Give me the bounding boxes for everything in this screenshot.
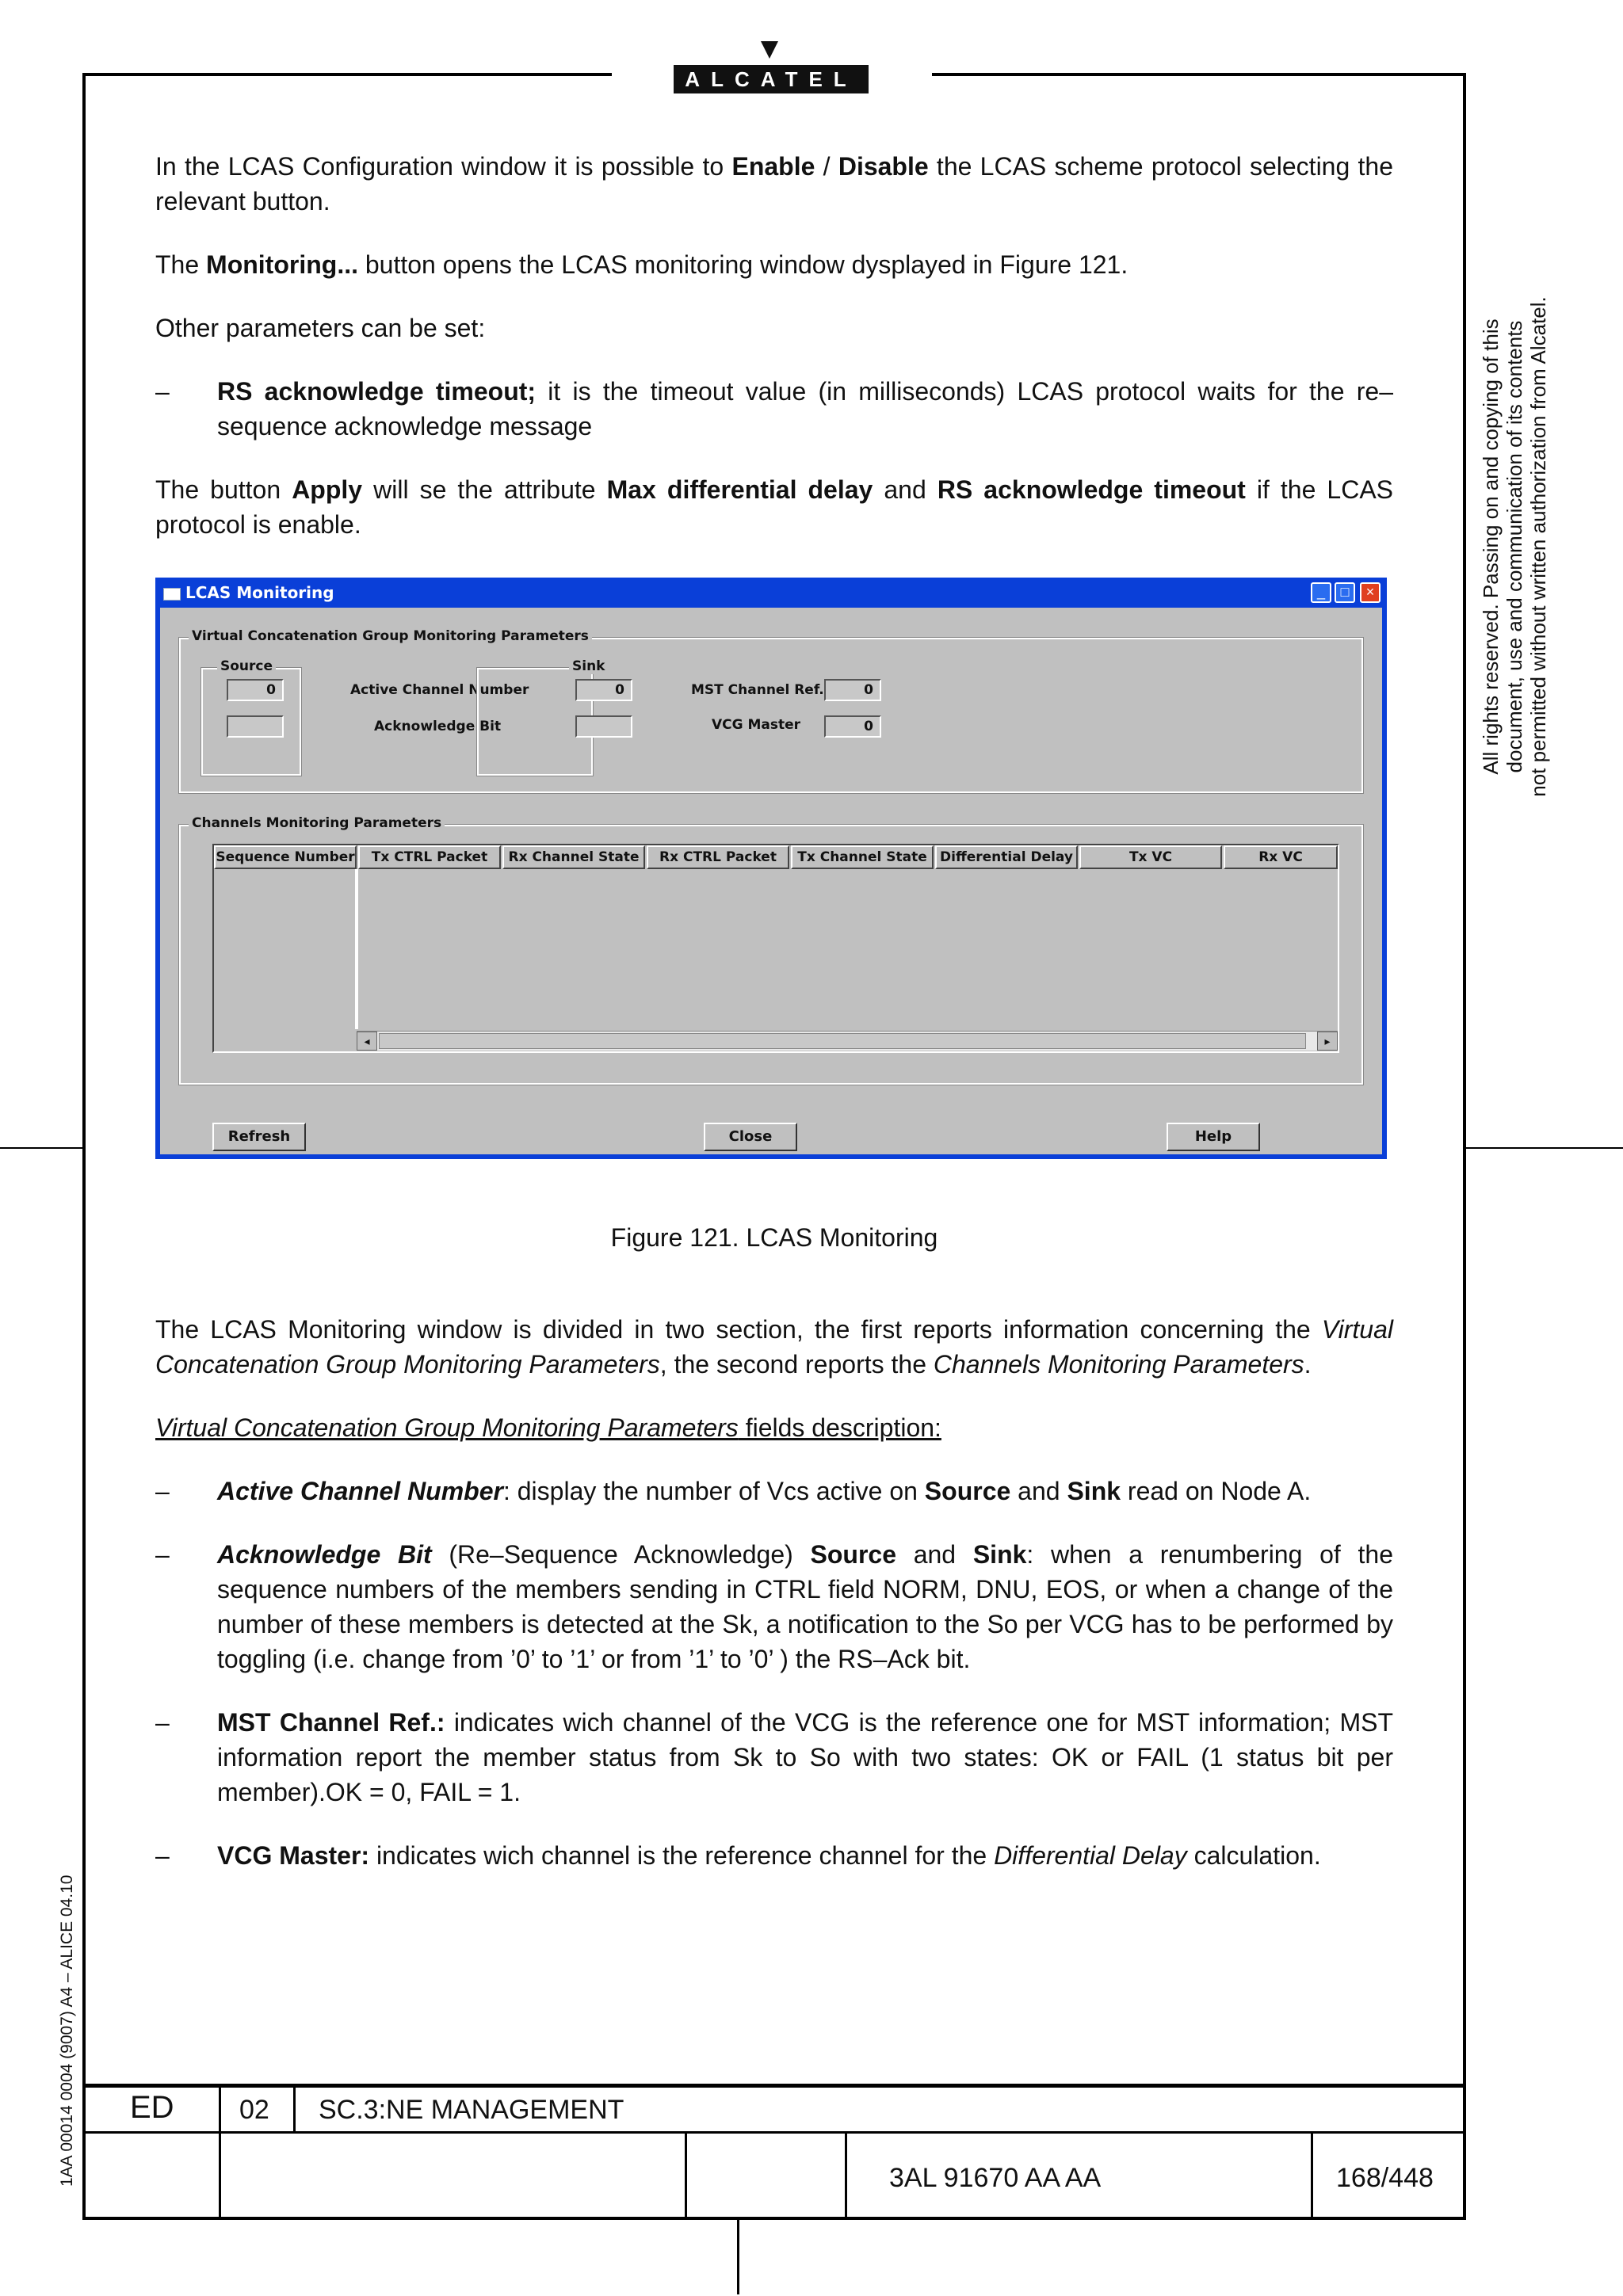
col-tx-channel-state[interactable]: Tx Channel State	[791, 845, 934, 869]
window-app-icon	[163, 588, 181, 601]
sink-active-channel-field: 0	[575, 679, 632, 701]
mst-channel-ref-field: 0	[824, 679, 881, 701]
bullet-dash: –	[155, 1540, 170, 1569]
footer-stem-line	[737, 2218, 739, 2294]
vcg-master-field: 0	[824, 715, 881, 738]
vcg-group-label: Virtual Concatenation Group Monitoring Parameters	[189, 628, 592, 644]
col-tx-ctrl-packet[interactable]: Tx CTRL Packet	[358, 845, 501, 869]
row-header-divider	[355, 869, 358, 1029]
bullet-dash: –	[155, 377, 170, 406]
fold-mark-right	[1465, 1147, 1623, 1149]
footer-ed-label: ED	[130, 2090, 174, 2125]
vcg-master-description: VCG Master: indicates wich channel is the reference channel for the Differential Delay calculation.	[217, 1841, 1321, 1870]
active-channel-label: Active Channel Number	[350, 682, 529, 698]
minimize-icon[interactable]: _	[1311, 582, 1331, 603]
side-notice: All rights reserved. Passing on and copying of this document, use and communication of its contents not permitted without written authorization from Alcatel.	[1479, 296, 1550, 797]
col-rx-channel-state[interactable]: Rx Channel State	[502, 845, 645, 869]
sink-ack-bit-field	[575, 715, 632, 738]
left-frame-line	[82, 73, 86, 2220]
footer-doc-code: 3AL 91670 AA AA	[889, 2163, 1102, 2193]
ack-bit-label: Acknowledge Bit	[374, 719, 502, 734]
rs-timeout-bullet: RS acknowledge timeout; it is the timeout value (in milliseconds) LCAS protocol waits for the re–sequence acknowledge message	[217, 377, 1394, 441]
body-paragraph-1: The LCAS Monitoring window is divided in two section, the first reports information concerning the Virtual Concatenation Group Monitoring Parameters, the second reports the Channels Monitoring Parameters.	[155, 1315, 1393, 1379]
mst-channel-description: MST Channel Ref.: indicates wich channel of the VCG is the reference one for MST information; MST information report the member status from Sk to So with two states: OK or FAIL (1 status bit per member).OK = 0, FAIL = 1.	[217, 1708, 1394, 1806]
intro-paragraph-3: Other parameters can be set:	[155, 314, 486, 342]
refresh-button[interactable]: Refresh	[212, 1123, 306, 1151]
scrollbar-thumb[interactable]	[379, 1033, 1306, 1049]
side-document-code: 1AA 00014 0004 (9007) A4 – ALICE 04.10	[58, 1875, 76, 2187]
fold-mark-left	[0, 1147, 84, 1149]
intro-paragraph-4: The button Apply will se the attribute Max differential delay and RS acknowledge timeout if the LCAS protocol is enable.	[155, 475, 1394, 539]
top-frame-line-right	[932, 73, 1466, 76]
bullet-dash: –	[155, 1841, 170, 1870]
window-body	[160, 608, 1382, 1154]
source-ack-bit-field	[227, 715, 284, 738]
alcatel-logo: ALCATEL	[674, 65, 869, 93]
maximize-icon[interactable]: □	[1335, 582, 1355, 603]
footer-col-line-3	[685, 2131, 687, 2218]
mst-channel-ref-label: MST Channel Ref.	[691, 682, 824, 698]
footer-mid-line	[82, 2131, 1466, 2134]
footer-top-line	[82, 2084, 1466, 2088]
bullet-dash: –	[155, 1708, 170, 1737]
horizontal-scrollbar[interactable]	[357, 1031, 1338, 1051]
footer-col-line-2	[293, 2084, 296, 2133]
close-icon[interactable]: ×	[1360, 582, 1381, 603]
col-sequence-number[interactable]: Sequence Number	[214, 845, 357, 869]
ack-bit-description: Acknowledge Bit (Re–Sequence Acknowledge) Source and Sink: when a renumbering of the sequence numbers of the members sending in CTRL field NORM, DNU, EOS, or when a change of the number of these members is detected at the Sk, a notification to the So per VCG has to be performed by toggling (i.e. change from ’0’ to ’1’ or from ’1’ to ’0’ ) the RS–Ack bit.	[217, 1540, 1394, 1673]
vcg-master-label: VCG Master	[712, 717, 801, 733]
col-differential-delay[interactable]: Differential Delay	[935, 845, 1078, 869]
footer-page-number: 168/448	[1336, 2163, 1434, 2193]
scroll-right-icon[interactable]: ▸	[1317, 1032, 1338, 1051]
channels-table[interactable]	[212, 844, 1339, 1053]
source-label: Source	[217, 658, 276, 674]
figure-caption: Figure 121. LCAS Monitoring	[610, 1223, 938, 1252]
footer-col-line-5	[1311, 2131, 1313, 2218]
vcg-monitoring-group	[179, 638, 1363, 793]
bullet-dash: –	[155, 1477, 170, 1505]
help-button[interactable]: Help	[1167, 1123, 1260, 1151]
window-title: LCAS Monitoring	[185, 583, 334, 602]
top-frame-line-left	[82, 73, 612, 76]
logo-triangle-icon	[761, 41, 778, 59]
scroll-left-icon[interactable]: ◂	[357, 1032, 377, 1051]
right-frame-line	[1463, 73, 1466, 2220]
source-active-channel-field: 0	[227, 679, 284, 701]
footer-col-line-4	[845, 2131, 847, 2218]
col-rx-vc[interactable]: Rx VC	[1224, 845, 1338, 869]
footer-ed-value: 02	[239, 2095, 269, 2125]
intro-paragraph-1: In the LCAS Configuration window it is possible to Enable / Disable the LCAS scheme protocol selecting the relevant button.	[155, 152, 1394, 215]
footer-col-line-1	[219, 2084, 221, 2218]
intro-paragraph-2: The Monitoring... button opens the LCAS monitoring window dysplayed in Figure 121.	[155, 250, 1128, 279]
fields-description-heading: Virtual Concatenation Group Monitoring Parameters fields description:	[155, 1413, 941, 1442]
close-button[interactable]: Close	[704, 1123, 797, 1151]
footer-section: SC.3:NE MANAGEMENT	[319, 2095, 624, 2125]
channels-group-label: Channels Monitoring Parameters	[189, 815, 445, 831]
col-rx-ctrl-packet[interactable]: Rx CTRL Packet	[647, 845, 789, 869]
active-channel-description: Active Channel Number: display the number of Vcs active on Source and Sink read on Node A.	[217, 1477, 1312, 1505]
footer-bottom-line	[82, 2217, 1466, 2220]
lcas-monitoring-window	[155, 578, 1387, 1159]
col-tx-vc[interactable]: Tx VC	[1079, 845, 1222, 869]
sink-label: Sink	[569, 658, 608, 674]
window-titlebar[interactable]	[160, 581, 1382, 605]
